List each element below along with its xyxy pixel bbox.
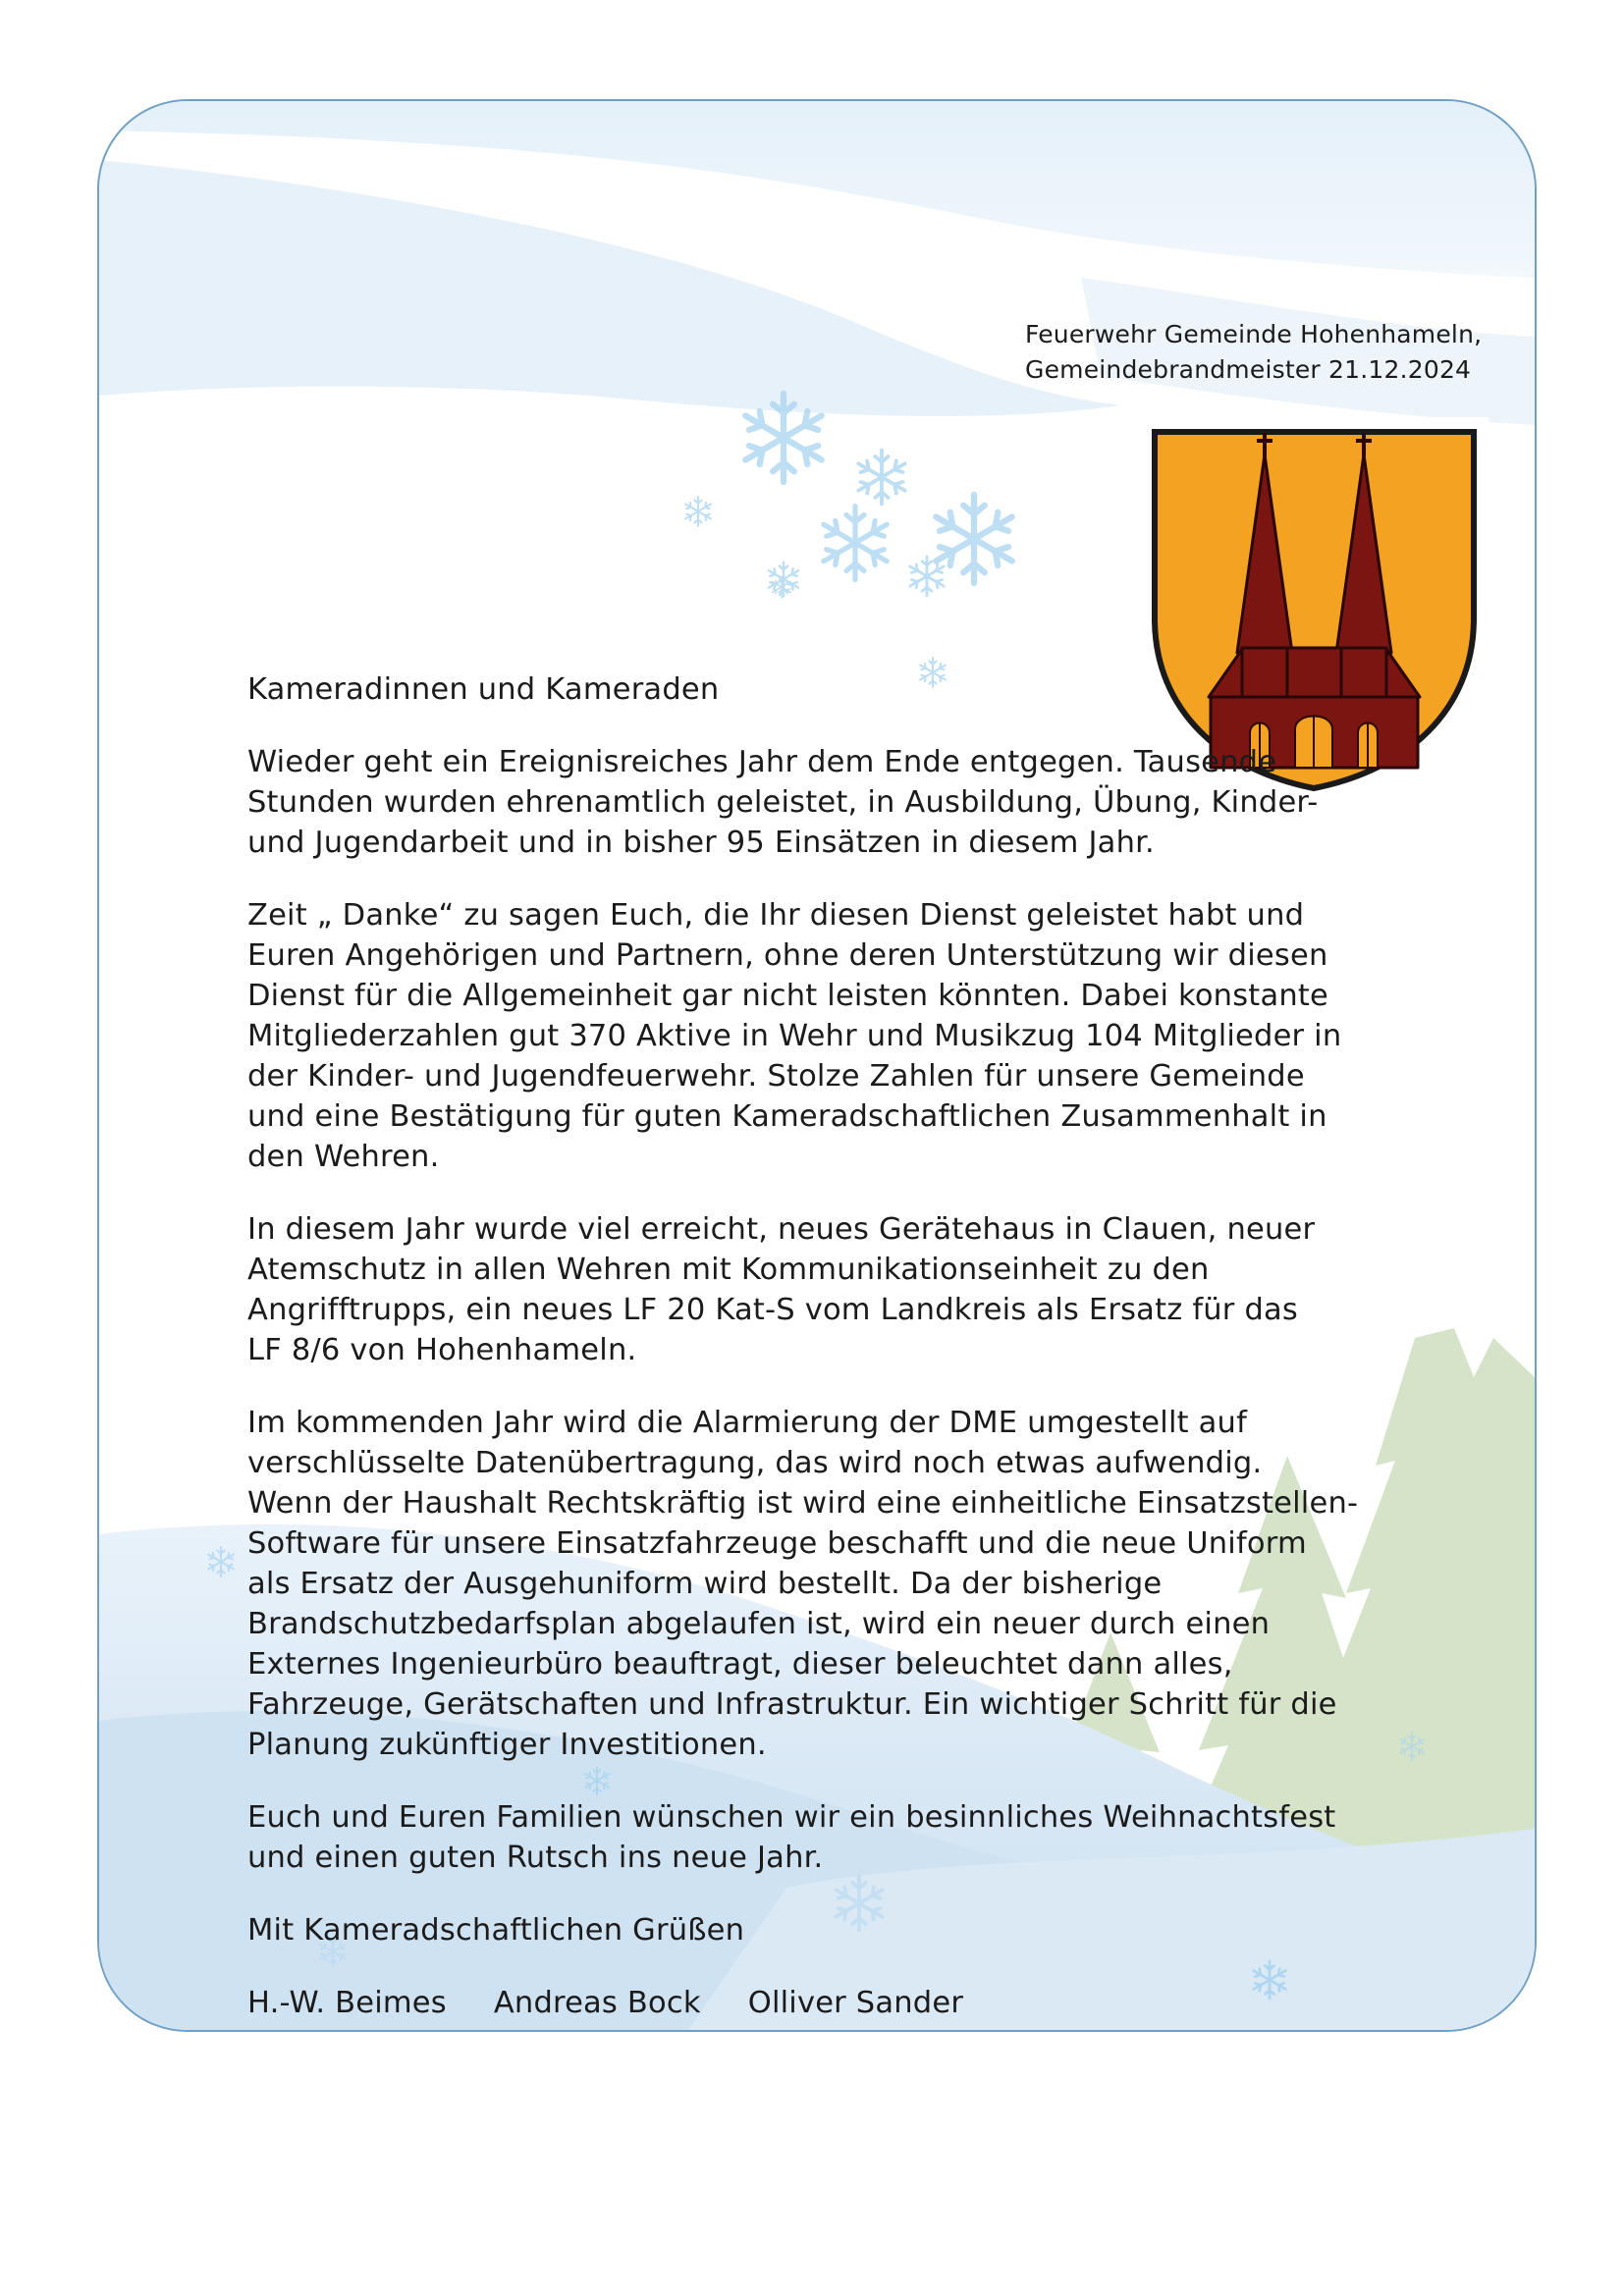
text-line: Euren Angehörigen und Partnern, ohne deren Unterstützung wir diesen: [247, 938, 1328, 973]
text-line: Software für unsere Einsatzfahrzeuge beschafft und die neue Uniform: [247, 1526, 1307, 1561]
text-line: Atemschutz in allen Wehren mit Kommunikationseinheit zu den: [247, 1253, 1210, 1287]
paragraph-1: [247, 742, 1386, 863]
text-line: und eine Bestätigung für guten Kameradschaftlichen Zusammenhalt in: [247, 1099, 1327, 1134]
text-line: als Ersatz der Ausgehuniform wird bestellt. Da der bisherige: [247, 1567, 1163, 1601]
text-line: Externes Ingenieurbüro beauftragt, dieser beleuchtet dann alles,: [247, 1647, 1233, 1682]
text-line: Wieder geht ein Ereignisreiches Jahr dem Ende entgegen. Tausende: [247, 745, 1277, 779]
signer-name: Andreas Bock: [493, 1986, 701, 2020]
paragraph-2: [247, 895, 1386, 1177]
text-line: und einen guten Rutsch ins neue Jahr.: [247, 1841, 824, 1875]
text-line: und Jugendarbeit und in bisher 95 Einsätzen in diesem Jahr.: [247, 826, 1155, 860]
text-line: verschlüsselte Datenübertragung, das wird noch etwas aufwendig.: [247, 1446, 1263, 1480]
paragraph-3: [247, 1209, 1386, 1370]
text-line: Mitgliederzahlen gut 370 Aktive in Wehr und Musikzug 104 Mitglieder in: [247, 1019, 1342, 1053]
text-line: Euch und Euren Familien wünschen wir ein besinnliches Weihnachtsfest: [247, 1800, 1336, 1835]
letter-body: [247, 669, 1386, 2023]
text-line: LF 8/6 von Hohenhameln.: [247, 1333, 637, 1367]
signers: [247, 1983, 1386, 2023]
text-line: Planung zukünftiger Investitionen.: [247, 1728, 767, 1762]
text-line: Angrifftrupps, ein neues LF 20 Kat-S vom Landkreis als Ersatz für das: [247, 1293, 1298, 1327]
text-line: der Kinder- und Jugendfeuerwehr. Stolze Zahlen für unsere Gemeinde: [247, 1059, 1305, 1094]
signer-name: H.-W. Beimes: [247, 1986, 447, 2020]
text-line: Wenn der Haushalt Rechtskräftig ist wird eine einheitliche Einsatzstellen-: [247, 1486, 1359, 1521]
text-line: Fahrzeuge, Gerätschaften und Infrastruktur. Ein wichtiger Schritt für die: [247, 1687, 1337, 1722]
text-line: Dienst für die Allgemeinheit gar nicht leisten könnten. Dabei konstante: [247, 979, 1329, 1013]
sender-block: [1025, 317, 1482, 388]
sender-role-date: Gemeindebrandmeister 21.12.2024: [1025, 355, 1472, 384]
text-line: Im kommenden Jahr wird die Alarmierung der DME umgestellt auf: [247, 1406, 1248, 1440]
text-line: Zeit „ Danke“ zu sagen Euch, die Ihr diesen Dienst geleistet habt und: [247, 898, 1305, 933]
signer-name: Olliver Sander: [747, 1986, 964, 2020]
text-line: den Wehren.: [247, 1140, 440, 1174]
sender-organization: Feuerwehr Gemeinde Hohenhameln,: [1025, 320, 1483, 348]
salutation: Kameradinnen und Kameraden: [247, 672, 720, 707]
paragraph-4: [247, 1403, 1386, 1765]
closing: Mit Kameradschaftlichen Grüßen: [247, 1913, 745, 1948]
text-line: Stunden wurden ehrenamtlich geleistet, in Ausbildung, Übung, Kinder-: [247, 785, 1319, 820]
text-line: Brandschutzbedarfsplan abgelaufen ist, wird ein neuer durch einen: [247, 1607, 1271, 1641]
text-line: In diesem Jahr wurde viel erreicht, neues Gerätehaus in Clauen, neuer: [247, 1212, 1316, 1247]
paragraph-5: [247, 1797, 1386, 1878]
